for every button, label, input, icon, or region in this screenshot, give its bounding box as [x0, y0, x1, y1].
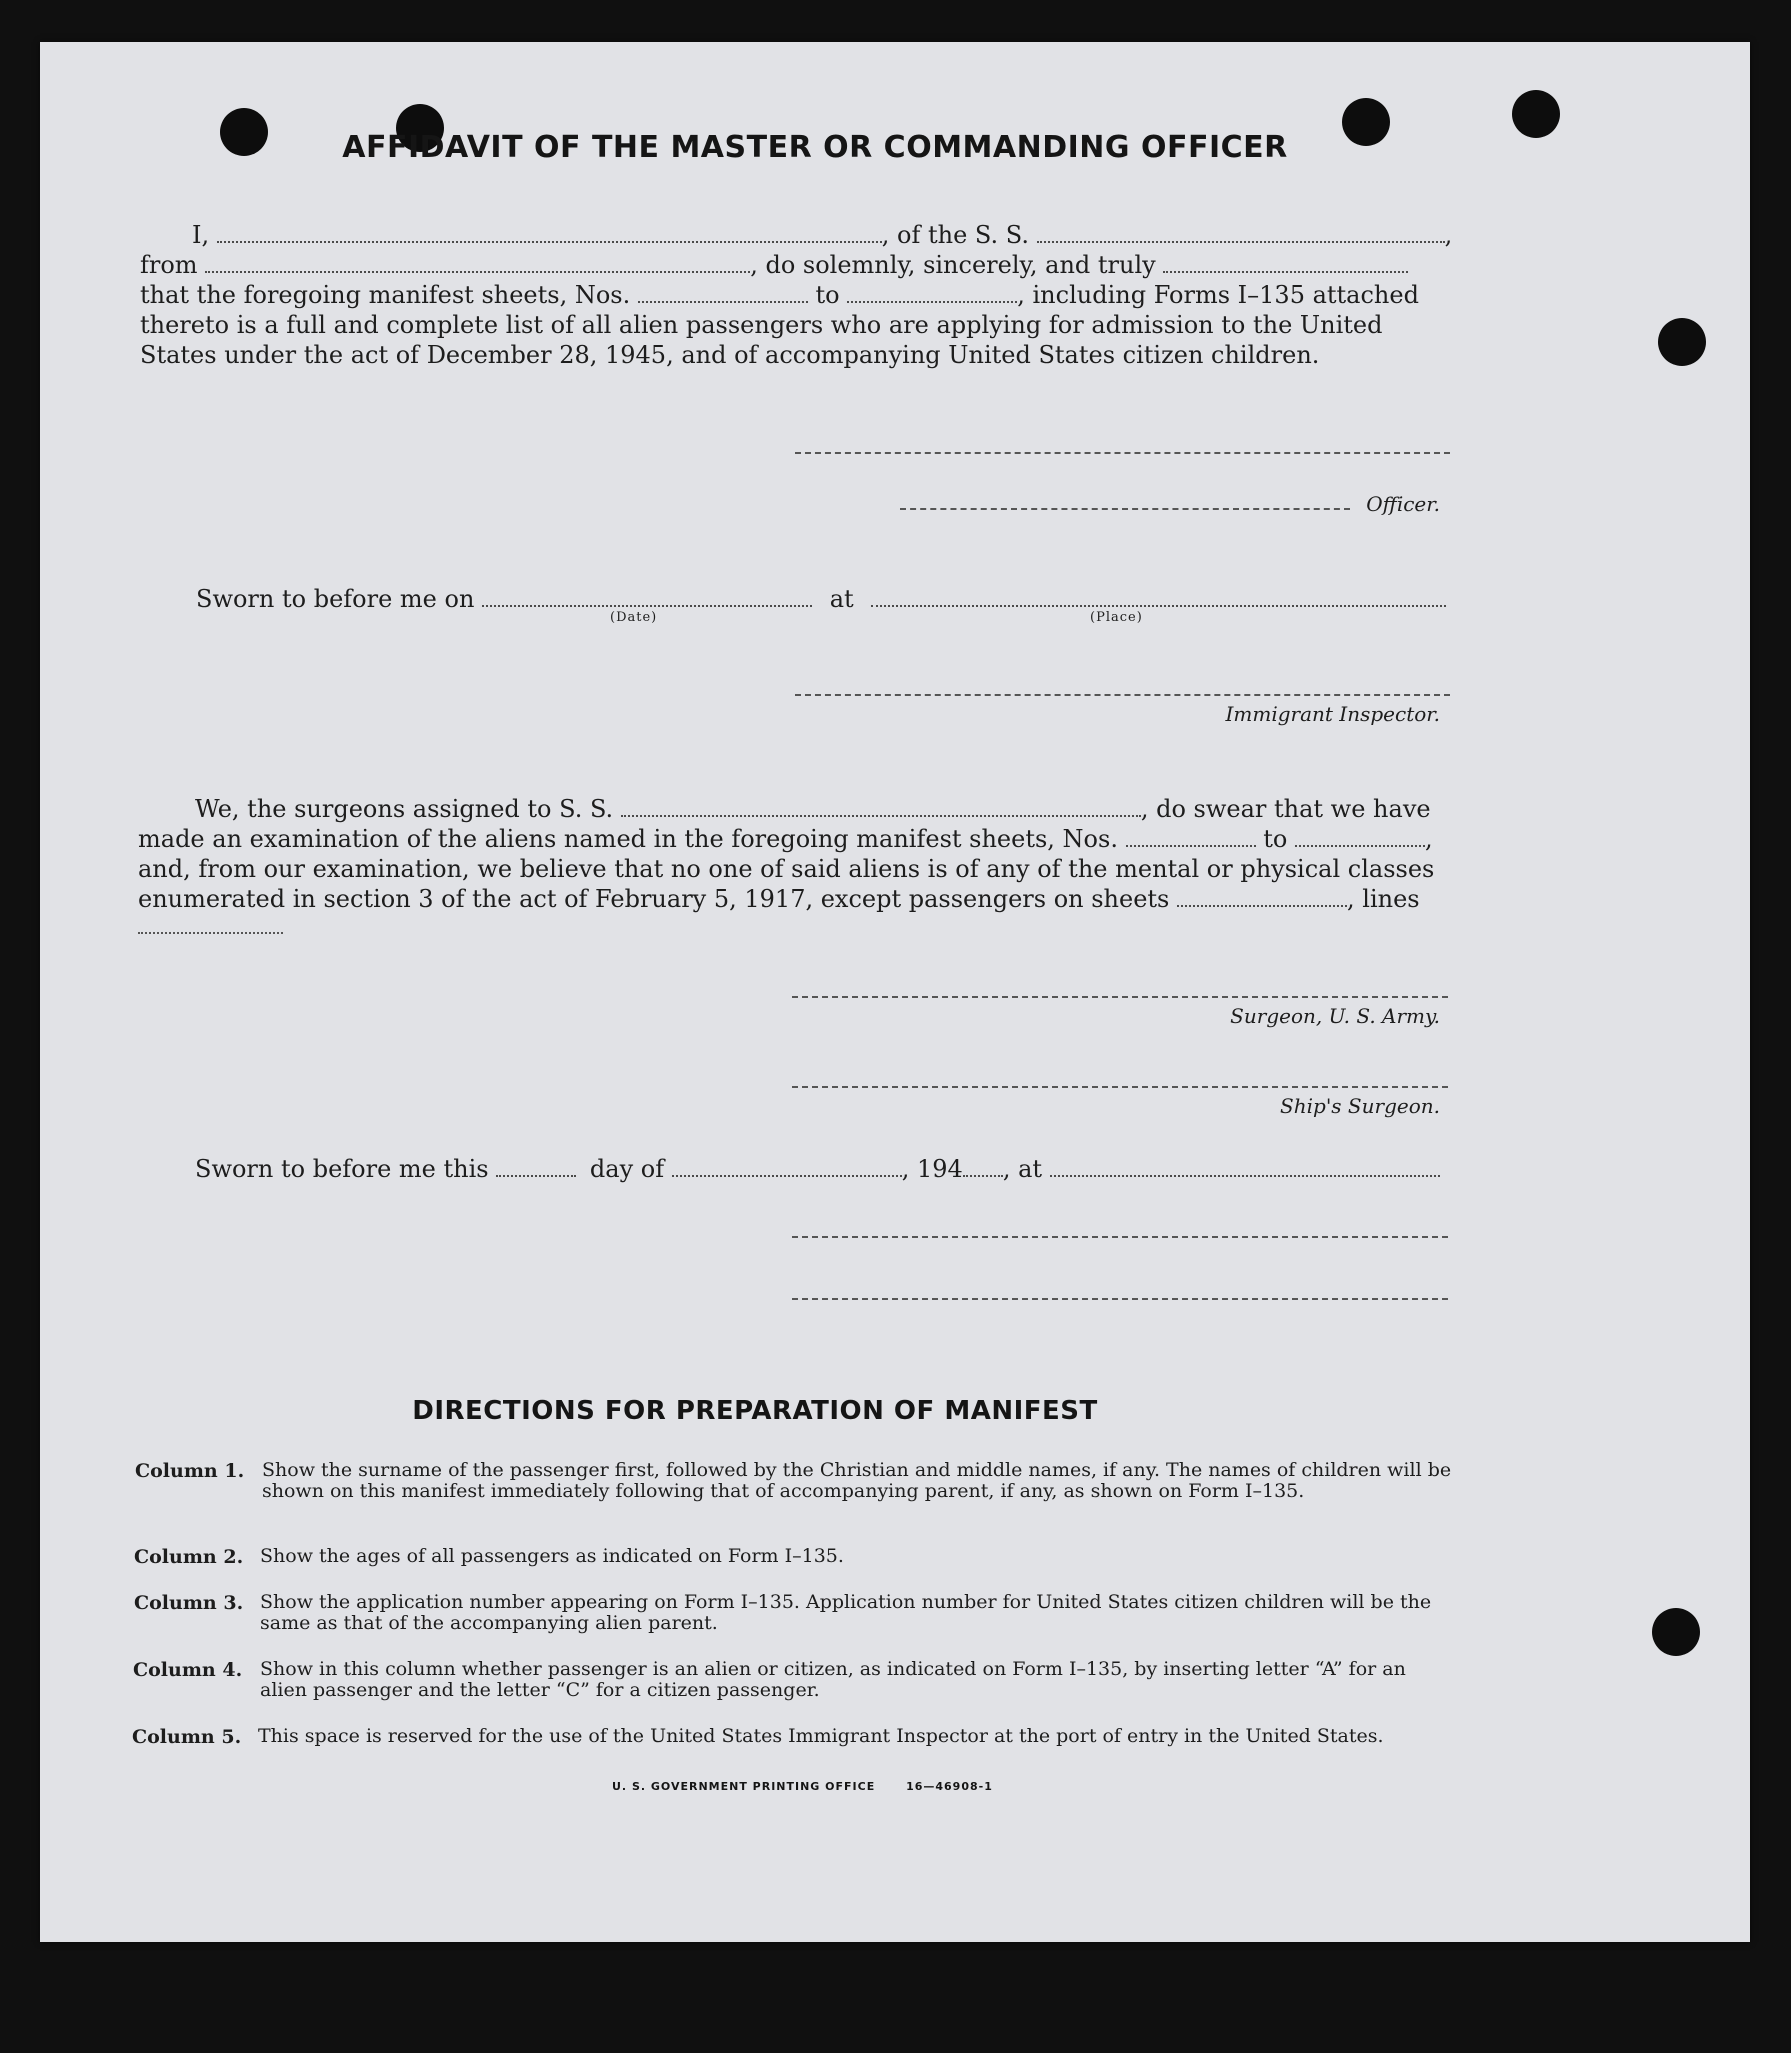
sworn-day-blank[interactable] — [496, 1161, 576, 1177]
affidavit-line-2: from , do solemnly, sincerely, and truly — [140, 250, 1408, 280]
place-caption: (Place) — [1090, 610, 1143, 625]
army-surgeon-signature-line[interactable] — [792, 996, 1448, 998]
officer-label: Officer. — [1366, 492, 1440, 516]
punch-hole — [1652, 1608, 1700, 1656]
surgeon-ship-blank[interactable] — [621, 801, 1141, 817]
punch-hole — [1658, 318, 1706, 366]
ship-surgeon-label: Ship's Surgeon. — [1280, 1094, 1440, 1118]
column-3-label: Column 3. — [134, 1592, 244, 1614]
punch-hole — [220, 108, 268, 156]
date-caption: (Date) — [610, 610, 658, 625]
sworn-day-line: Sworn to before me this day of , 194 , at — [195, 1154, 1440, 1184]
surgeons-line-3: and, from our examination, we believe that no one of said aliens is of any of the mental or physical classes — [138, 855, 1435, 883]
sworn-date-place-line: Sworn to before me on at — [196, 584, 1446, 614]
sheets-to-blank[interactable] — [847, 287, 1017, 303]
sworn-date-blank[interactable] — [482, 591, 812, 607]
surgeon-sheets-from-blank[interactable] — [1126, 831, 1256, 847]
column-1-label: Column 1. — [135, 1460, 245, 1482]
inspector-signature-line[interactable] — [795, 694, 1450, 696]
officer-name-blank[interactable] — [217, 227, 882, 243]
sworn2-signature-line[interactable] — [792, 1236, 1448, 1238]
surgeons-line-4: enumerated in section 3 of the act of February 5, 1917, except passengers on sheets , lines — [138, 885, 1420, 913]
sheets-from-blank[interactable] — [638, 287, 808, 303]
sworn-month-blank[interactable] — [672, 1161, 902, 1177]
surgeons-line-1: We, the surgeons assigned to S. S. , do swear that we have — [195, 795, 1431, 823]
column-2-label: Column 2. — [134, 1546, 244, 1568]
column-4-text: Show in this column whether passenger is an alien or citizen, as indicated on Form I–135, by inserting letter “A” for an alien passenger and the letter “C” for a citizen passenger. — [260, 1658, 1406, 1701]
affidavit-line-3: that the foregoing manifest sheets, Nos. to , including Forms I–135 attached — [140, 281, 1419, 309]
punch-hole — [1342, 98, 1390, 146]
inspector-label: Immigrant Inspector. — [1225, 702, 1440, 726]
sworn-year-blank[interactable] — [963, 1161, 1003, 1177]
affidavit-line-1: I, , of the S. S. , — [192, 221, 1453, 249]
sworn-at-blank[interactable] — [1050, 1161, 1440, 1177]
column-5-text: This space is reserved for the use of the United States Immigrant Inspector at the port of entry in the United States. — [258, 1725, 1384, 1747]
column-1-text: Show the surname of the passenger first, followed by the Christian and middle names, if any. The names of children will be shown on this manifest immediately following that of accompanying parent, if any, as shown on Form I–135. — [262, 1459, 1452, 1502]
sworn-place-blank[interactable] — [871, 591, 1446, 607]
army-surgeon-label: Surgeon, U. S. Army. — [1230, 1004, 1440, 1028]
affidavit-line-4: thereto is a full and complete list of all alien passengers who are applying for admission to the United — [140, 311, 1383, 339]
punch-hole — [1512, 90, 1560, 138]
directions-title: DIRECTIONS FOR PREPARATION OF MANIFEST — [412, 1396, 1098, 1426]
surgeon-sheets-to-blank[interactable] — [1295, 831, 1425, 847]
column-2-text: Show the ages of all passengers as indicated on Form I–135. — [260, 1545, 844, 1567]
except-sheets-blank[interactable] — [1177, 891, 1347, 907]
from-port-blank[interactable] — [205, 257, 750, 273]
surgeons-line-2: made an examination of the aliens named in the foregoing manifest sheets, Nos. to , — [138, 825, 1433, 853]
solemnly-blank[interactable] — [1163, 257, 1408, 273]
ship-surgeon-signature-line[interactable] — [792, 1086, 1448, 1088]
lines-blank[interactable] — [138, 932, 283, 934]
column-5-label: Column 5. — [132, 1726, 242, 1748]
officer-signature-line[interactable] — [795, 452, 1450, 454]
sworn2-title-line[interactable] — [792, 1298, 1448, 1300]
officer-title-line[interactable] — [900, 508, 1350, 510]
printing-office-footer: U. S. GOVERNMENT PRINTING OFFICE 16—46908-1 — [612, 1780, 993, 1793]
column-4-label: Column 4. — [133, 1659, 243, 1681]
affidavit-line-5: States under the act of December 28, 1945, and of accompanying United States citizen children. — [140, 341, 1320, 369]
form-sheet — [40, 42, 1750, 1942]
column-3-text: Show the application number appearing on Form I–135. Application number for United States citizen children will be the same as that of the accompanying alien parent. — [260, 1591, 1432, 1634]
ship-name-blank[interactable] — [1037, 227, 1445, 243]
page-title: AFFIDAVIT OF THE MASTER OR COMMANDING OFFICER — [342, 130, 1288, 165]
